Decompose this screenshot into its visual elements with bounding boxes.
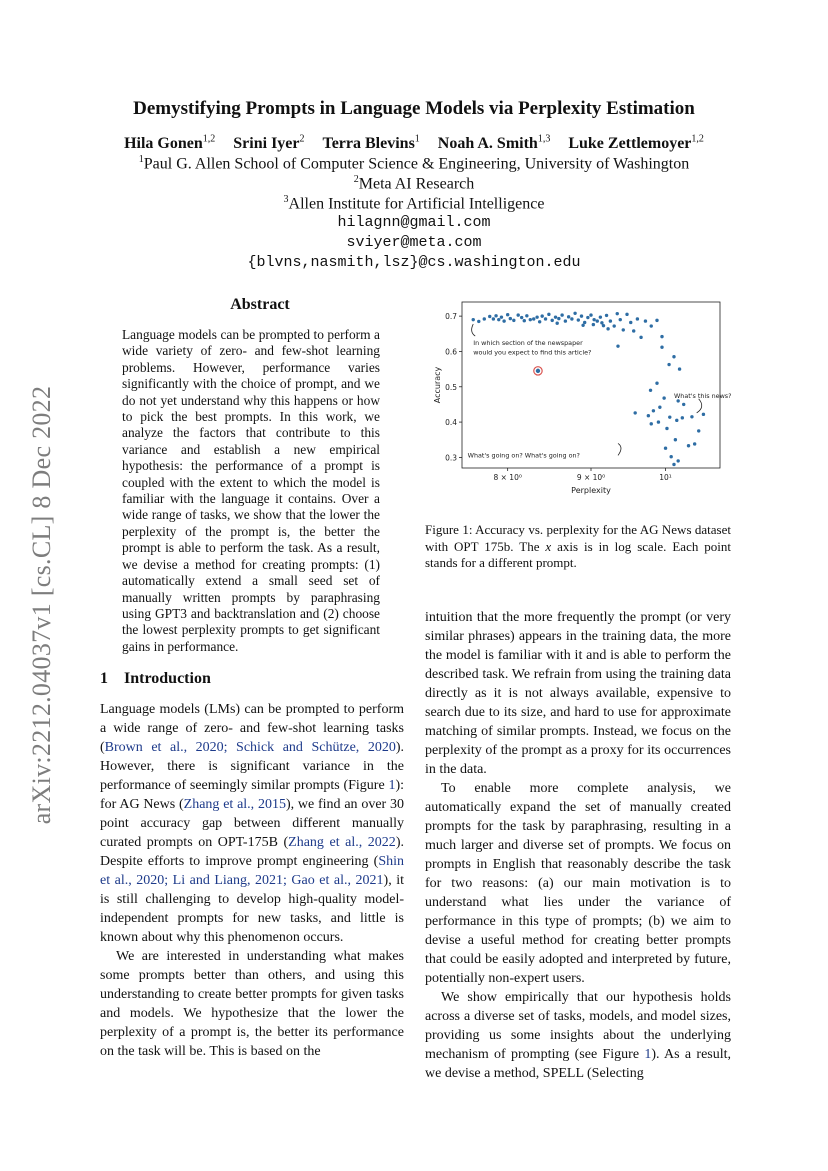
data-point: [581, 324, 584, 327]
figure-caption: [425, 522, 731, 572]
author: [323, 135, 420, 152]
data-point: [660, 346, 663, 349]
body-text: ), it is still challenging to develop high-quality model-independent prompts for new tasks, and little is known about why this phenomenon occurs.: [100, 873, 404, 945]
author-affiliation-marker: 1: [414, 134, 420, 145]
data-point: [551, 319, 554, 322]
y-tick-label: 0.3: [445, 453, 457, 463]
data-point: [516, 313, 519, 316]
data-point: [647, 414, 650, 417]
data-point: [600, 321, 603, 324]
data-point: [586, 316, 589, 319]
citation-link[interactable]: Shin et al., 2020; Li and Liang, 2021; Gao et al., 2021: [100, 854, 404, 888]
body-text: To enable more complete analysis, we automatically expand the set of manually created prompts for the task by paraphrasing, resulting in a much larger and diverse set of prompts. We focus on prompts in English that reasonably describe the task for two reasons: (a) our main motivation is to understand what lies under the variance of performance in this type of prompts; (b) we aim to devise a useful method for creating better prompts that could be easily adopted and interpreted by future, potentially non-expert users.: [425, 781, 731, 986]
x-axis-label: Perplexity: [571, 486, 611, 495]
arxiv-identifier: [22, 370, 62, 840]
data-point: [538, 320, 541, 323]
data-point: [622, 328, 625, 331]
data-point: [657, 420, 660, 423]
data-point: [540, 314, 543, 317]
author-affiliation-marker: 1,2: [202, 134, 216, 145]
data-point: [655, 382, 658, 385]
data-point: [632, 329, 635, 332]
affiliation-marker: 1: [138, 154, 144, 165]
data-point: [690, 415, 693, 418]
data-point: [644, 319, 647, 322]
affiliation-2: [60, 174, 768, 193]
x-tick-label: 10¹: [659, 473, 672, 482]
annotation-arrow: [472, 324, 476, 336]
caption-suffix: axis is in log scale. Each point stands for a different prompt.: [425, 538, 731, 570]
affiliation-text: Paul G. Allen School of Computer Science & Engineering, University of Washington: [143, 155, 690, 173]
body-text: ). Despite efforts to improve prompt engineering (: [100, 835, 404, 869]
body-text: We are interested in understanding what makes some prompts better than others, and using this understanding to create better prompts for given tasks and models. We hypothesize that the lower the perplexity of a prompt is, the better its performance on the task will be. This is based on the: [100, 949, 404, 1059]
section-number: 1: [100, 670, 108, 687]
data-point: [633, 411, 636, 414]
author-name: Srini Iyer: [233, 135, 300, 153]
data-point: [658, 406, 661, 409]
data-point: [697, 429, 700, 432]
affiliation-marker: 2: [353, 174, 359, 185]
y-tick-label: 0.7: [445, 312, 457, 322]
data-point: [616, 312, 619, 315]
body-text: Language models (LMs) can be prompted to perform a wide range of zero- and few-shot learning tasks (: [100, 702, 404, 755]
abstract-heading: Abstract: [230, 296, 290, 313]
citation-link[interactable]: Brown et al., 2020; Schick and Schütze, 2020: [104, 740, 396, 755]
author: [233, 135, 304, 152]
annotation-text: would you expect to find this article?: [473, 348, 592, 357]
y-tick-label: 0.4: [445, 418, 457, 428]
data-point: [509, 317, 512, 320]
data-point: [483, 317, 486, 320]
arxiv-identifier-text: arXiv:2212.04037v1 [cs.CL] 8 Dec 2022: [27, 385, 56, 825]
data-point: [687, 444, 690, 447]
author-name: Noah A. Smith: [437, 135, 538, 153]
body-text: intuition that the more frequently the prompt (or very similar phrases) appears in the training data, the more the model is familiar with it and is able to perform the described task. We refrain from using the training data directly as it is not always available, expensive to search due to its size, and hard to use for approximate matching of similar prompts. Instead, we focus on the perplexity of the prompt as a proxy for its occurrences in the data.: [425, 610, 731, 777]
author-affiliation-marker: 1,2: [691, 134, 704, 145]
data-point: [625, 313, 628, 316]
body-text: ), we find an over 30 point accuracy gap between different manually curated prompts on OPT-175B (: [100, 797, 404, 850]
data-point: [662, 396, 665, 399]
data-point: [681, 416, 684, 419]
email-3[interactable]: {blvns,nasmith,lsz}@cs.washington.edu: [247, 254, 581, 271]
affiliation-marker: 3: [283, 194, 289, 205]
annotation-arrow: [618, 443, 621, 455]
author-name: Terra Blevins: [322, 135, 415, 153]
author-name: Luke Zettlemoyer: [568, 135, 692, 153]
affiliation-3: [60, 194, 768, 213]
data-point: [650, 422, 653, 425]
data-point: [502, 319, 505, 322]
paragraph: [425, 779, 731, 988]
author: [568, 135, 704, 152]
data-point: [678, 367, 681, 370]
section-title: Introduction: [124, 670, 211, 687]
data-point: [592, 318, 595, 321]
body-text: ): for AG News (: [100, 778, 404, 812]
data-point: [512, 319, 515, 322]
annotation-arrow: [697, 399, 702, 413]
citation-link[interactable]: 1: [388, 778, 396, 793]
data-point: [596, 319, 599, 322]
data-point: [619, 318, 622, 321]
plot-frame: [462, 302, 720, 468]
data-point: [674, 438, 677, 441]
body-text: ). As a result, we devise a method, SPELL (Selecting: [425, 1047, 732, 1081]
annotation-text: In which section of the newspaper: [473, 339, 583, 348]
author-list: [60, 134, 768, 153]
data-point: [649, 389, 652, 392]
data-point: [606, 327, 609, 330]
data-point: [492, 317, 495, 320]
data-point: [609, 319, 612, 322]
data-point: [570, 317, 573, 320]
data-point: [577, 318, 580, 321]
x-tick-label: 9 × 10⁰: [576, 473, 606, 482]
citation-link[interactable]: 1: [644, 1047, 652, 1062]
email-2[interactable]: sviyer@meta.com: [346, 234, 482, 251]
data-point: [675, 419, 678, 422]
data-point: [668, 415, 671, 418]
data-point: [544, 317, 547, 320]
data-point: [520, 316, 523, 319]
data-point: [650, 324, 653, 327]
data-point: [523, 319, 526, 322]
data-point: [669, 455, 672, 458]
data-point: [580, 314, 583, 317]
caption-prefix: Figure 1: Accuracy vs. perplexity for the AG News dataset with OPT 175b. The: [425, 522, 731, 554]
data-point: [557, 317, 560, 320]
right-column-text: [425, 608, 731, 1083]
data-point: [477, 320, 480, 323]
paragraph: [425, 608, 731, 779]
caption-variable: x: [545, 538, 552, 554]
data-point: [547, 313, 550, 316]
x-tick-label: 8 × 10⁰: [493, 473, 522, 482]
y-tick-label: 0.6: [445, 347, 457, 357]
data-point: [613, 324, 616, 327]
data-point: [652, 409, 655, 412]
data-point: [567, 315, 570, 318]
data-point: [676, 459, 679, 462]
data-point: [660, 335, 663, 338]
data-point: [529, 318, 532, 321]
left-column-text: [100, 700, 404, 1061]
data-point: [667, 363, 670, 366]
abstract-body: Language models can be prompted to perform a wide variety of zero- and few-shot learning problems. However, performance varies significantly with the choice of prompt, and we do not yet understand why this happens or how to pick the best prompts. In this work, we analyze the factors that contribute to this variance and establish a new empirical hypothesis: the performance of a prompt is coupled with the extent to which the model is familiar with the language it contains. Over a wide range of tasks, we show that the lower the perplexity of the prompt is, the better the prompt is able to perform the task. As a result, we devise a method for creating prompts: (1) automatically extend a small seed set of manually written prompts by paraphrasing using GPT3 and backtranslation and (2) choose the lowest perplexity prompts to get significant gains in performance.: [122, 327, 380, 654]
data-point: [665, 427, 668, 430]
y-axis-label: Accuracy: [433, 366, 442, 404]
author: [124, 135, 215, 152]
data-point: [506, 313, 509, 316]
data-point: [664, 447, 667, 450]
affiliation-1: [60, 154, 768, 173]
section-heading-introduction: [100, 670, 211, 688]
annotation-text: What's going on? What's going on?: [467, 451, 580, 460]
data-point: [525, 314, 528, 317]
data-point: [629, 321, 632, 324]
data-point: [636, 317, 639, 320]
figure-1: [425, 296, 731, 506]
data-point: [589, 313, 592, 316]
affiliation-text: Allen Institute for Artificial Intelligence: [288, 195, 545, 213]
data-point: [532, 317, 535, 320]
data-point: [682, 403, 685, 406]
data-point: [599, 315, 602, 318]
data-point: [693, 442, 696, 445]
data-point: [573, 312, 576, 315]
paragraph: [100, 947, 404, 1061]
data-point: [497, 318, 500, 321]
body-text: We show empirically that our hypothesis holds across a diverse set of tasks, models, and model sizes, providing us some insights about the underlying mechanism of prompting (see Figure: [425, 990, 731, 1062]
author-name: Hila Gonen: [124, 135, 203, 153]
data-point: [672, 463, 675, 466]
paragraph: [425, 988, 731, 1083]
data-point: [616, 344, 619, 347]
data-point: [702, 413, 705, 416]
paragraph: [100, 700, 404, 947]
highlighted-point: [536, 369, 540, 373]
data-point: [535, 315, 538, 318]
body-text: ). However, there is significant variance in the performance of seemingly similar prompts (Figure: [100, 740, 404, 793]
data-point: [500, 315, 503, 318]
data-point: [672, 355, 675, 358]
author: [438, 135, 551, 152]
data-point: [564, 319, 567, 322]
affiliation-text: Meta AI Research: [358, 175, 475, 193]
annotation-text: What's this news?: [673, 392, 731, 401]
author-affiliation-marker: 2: [299, 134, 305, 145]
data-point: [555, 321, 558, 324]
y-tick-label: 0.5: [445, 382, 457, 392]
data-point: [655, 319, 658, 322]
data-point: [472, 318, 475, 321]
data-point: [592, 323, 595, 326]
data-point: [605, 314, 608, 317]
accuracy-perplexity-scatter: [425, 296, 731, 506]
data-point: [488, 315, 491, 318]
author-affiliation-marker: 1,3: [537, 134, 551, 145]
citation-link[interactable]: Zhang et al., 2022: [288, 835, 396, 850]
paper-title: Demystifying Prompts in Language Models via Perplexity Estimation: [133, 98, 695, 119]
data-point: [639, 336, 642, 339]
email-1[interactable]: hilagnn@gmail.com: [337, 214, 491, 231]
citation-link[interactable]: Zhang et al., 2015: [183, 797, 286, 812]
data-point: [560, 313, 563, 316]
data-point: [554, 315, 557, 318]
data-point: [494, 314, 497, 317]
